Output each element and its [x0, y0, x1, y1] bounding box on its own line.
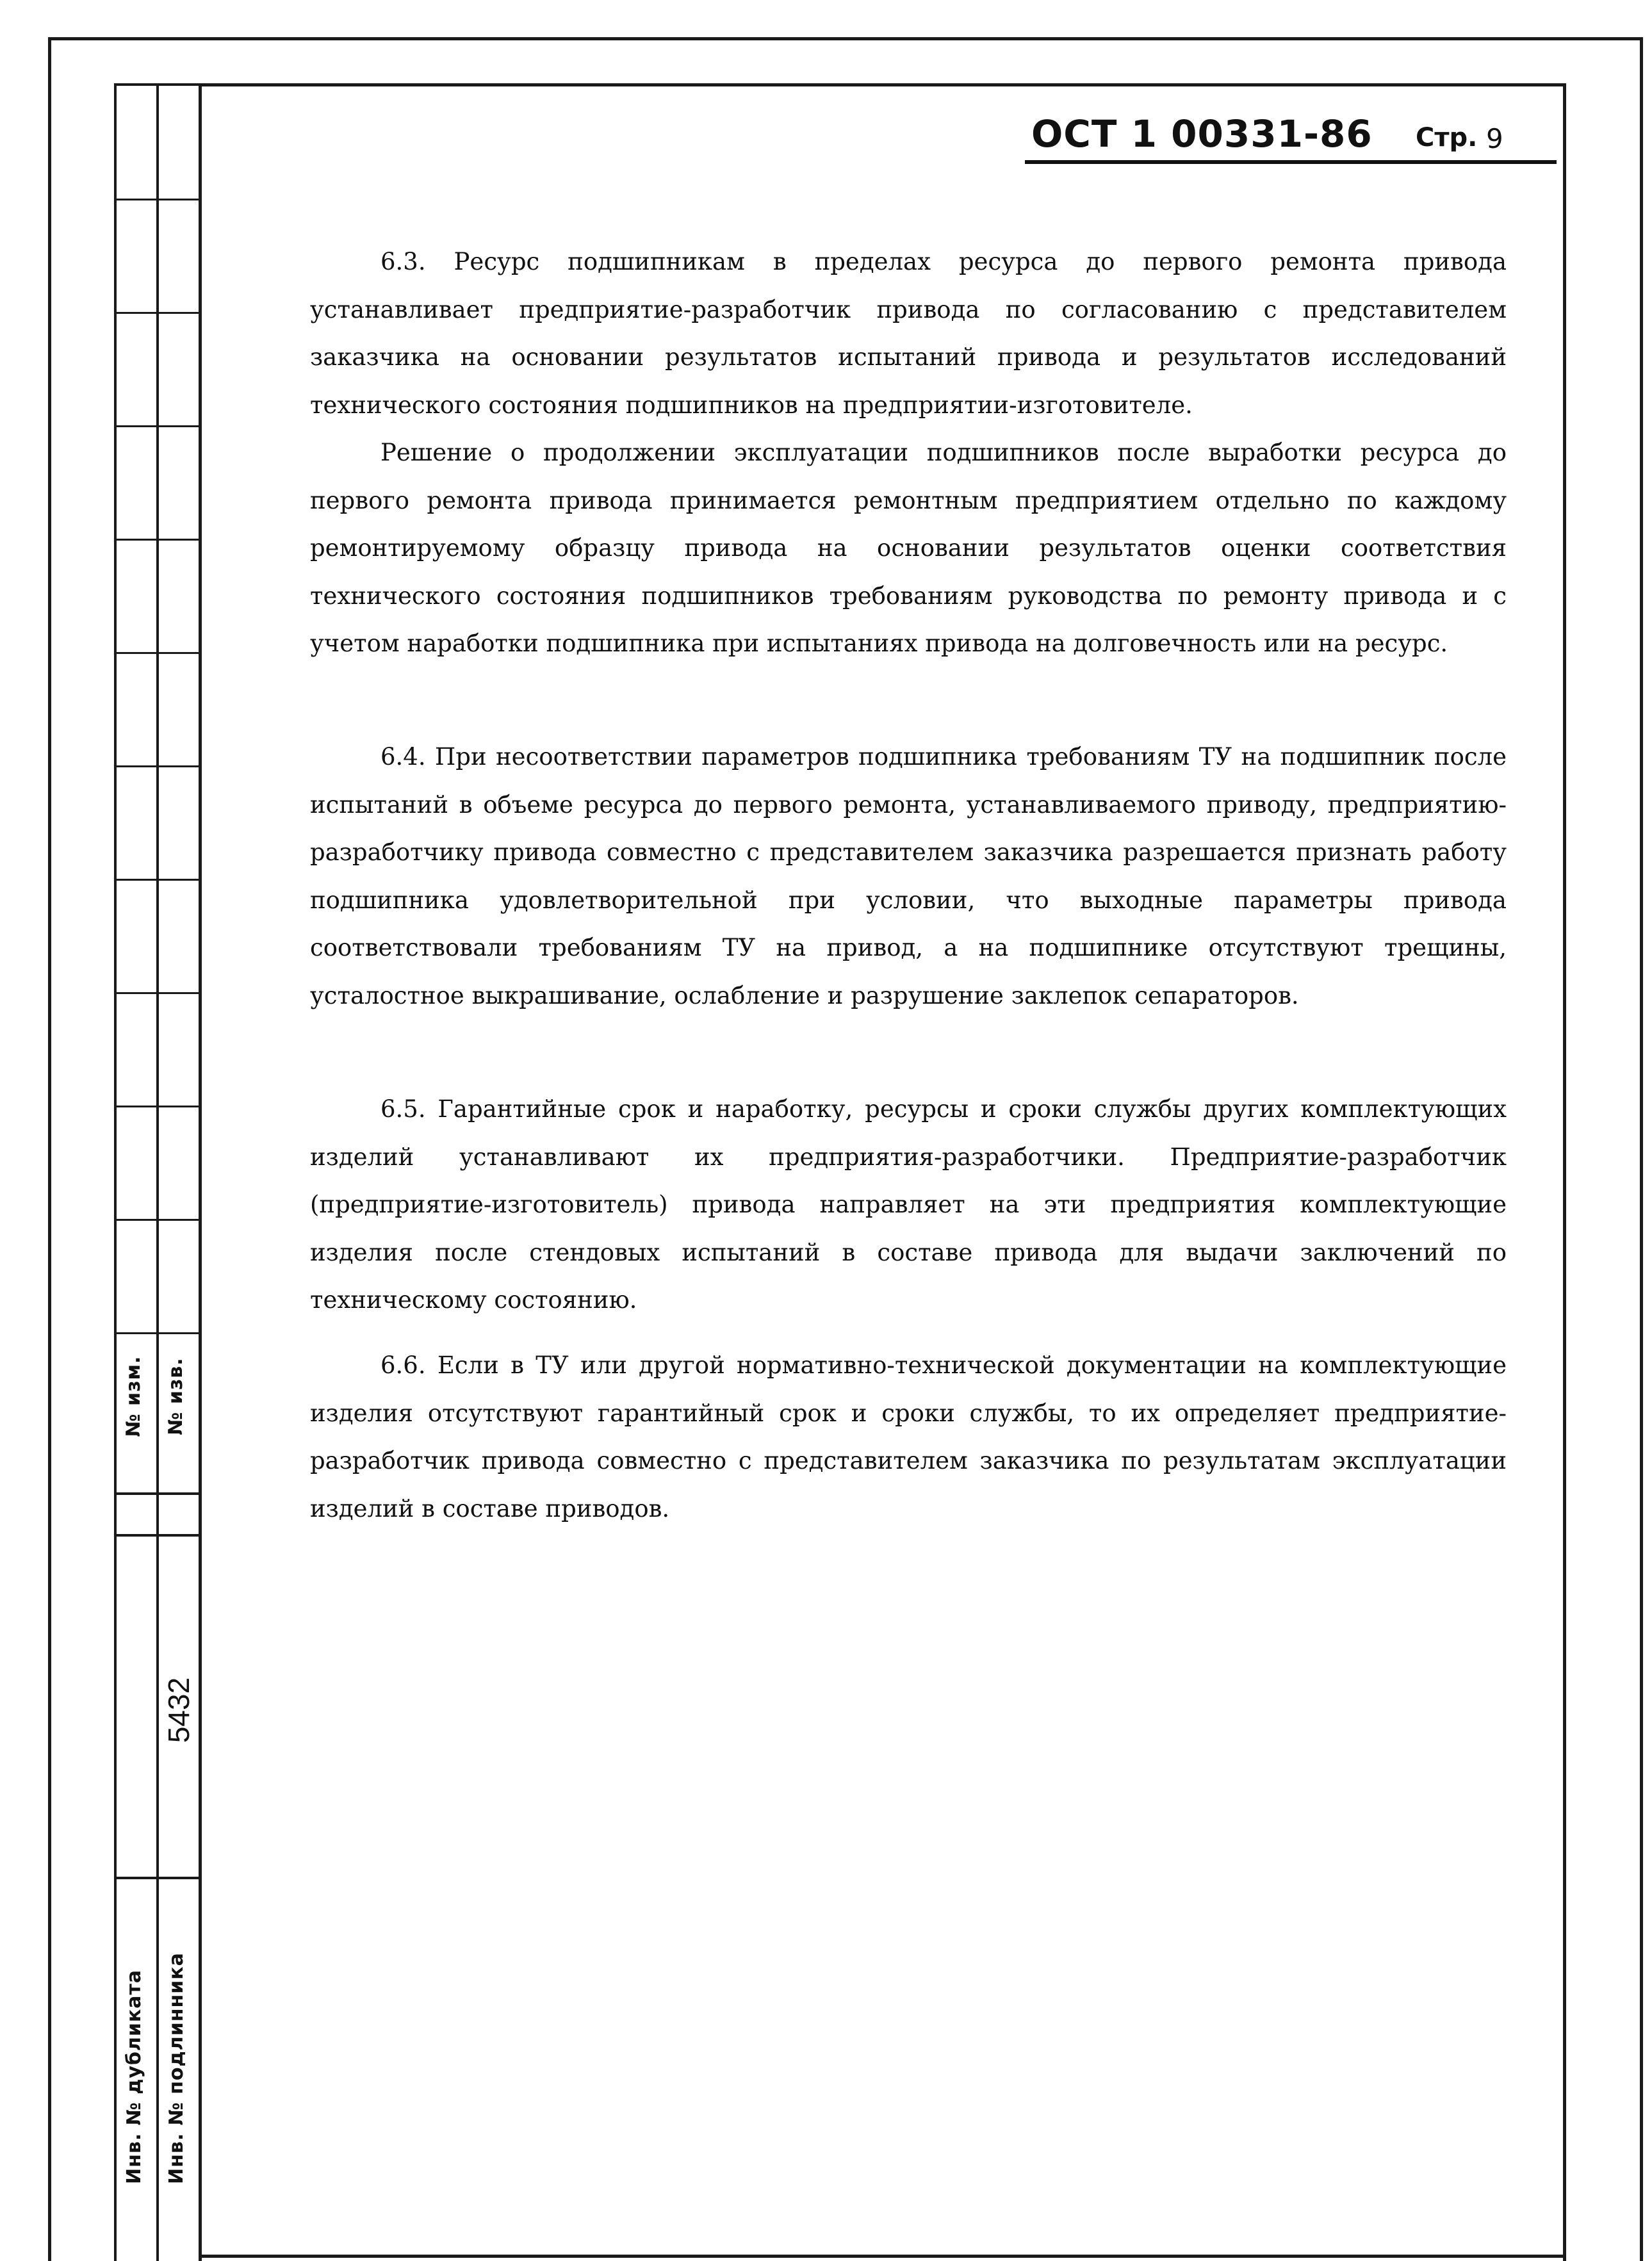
margin-grid-line: [114, 1219, 202, 1221]
margin-top-rule: [114, 83, 202, 86]
margin-grid-line: [114, 539, 202, 541]
outer-border-left: [48, 37, 51, 2261]
paragraph-6-3-continuation: Решение о продолжении эксплуатации подшипников после выработки ресурса до первого ремонта привода принимается ремонтным предприятием отдельно по каждому ремонтируемому образцу привода на основании результатов оценки соответствия технического состояния подшипников требованиям руководства по ремонту привода и с учетом наработки подшипника при испытаниях привода на долговечность или на ресурс.: [310, 439, 1507, 657]
duplicate-inv-label: Инв. № дубликата: [123, 1969, 145, 2184]
notice-number-label: № изв.: [165, 1357, 187, 1435]
inner-frame-left: [199, 83, 202, 2261]
margin-col-line-1: [114, 83, 117, 2261]
paragraph-6-3: [310, 238, 1507, 668]
outer-border-right: [1640, 37, 1643, 2261]
margin-grid-line: [114, 199, 202, 200]
paragraph-6-5: [310, 1086, 1507, 1325]
inner-frame-bottom: [199, 2255, 1566, 2258]
margin-grid-line: [114, 1492, 202, 1495]
change-number-label: № изм.: [122, 1355, 145, 1437]
paragraph-6-6: [310, 1342, 1507, 1533]
outer-border-top: [48, 37, 1643, 40]
margin-grid-line: [114, 992, 202, 994]
header-rule: [1025, 160, 1557, 164]
original-inv-label: Инв. № подлинника: [165, 1952, 188, 2184]
margin-grid-line: [114, 425, 202, 427]
margin-grid-line: [114, 879, 202, 881]
margin-grid-line: [114, 1332, 202, 1334]
page-number: 9: [1486, 123, 1503, 154]
paragraph-6-4-text: 6.4. При несоответствии параметров подшипника требованиям ТУ на подшипник после испытаний в объеме ресурса до первого ремонта, устанавливаемого приводу, предприятию-разработчику привода совместно с представителем заказчика разрешается признать работу подшипника удовлетворительной при условии, что выходные параметры привода соответствовали требованиям ТУ на привод, а на подшипнике отсутствуют трещины, усталостное выкрашивание, ослабление и разрушение заклепок сепараторов.: [310, 743, 1507, 1009]
margin-grid-line: [114, 1534, 202, 1537]
paragraph-6-5-text: 6.5. Гарантийные срок и наработку, ресурсы и сроки службы других комплектующих изделий устанавливают их предприятия-разработчики. Предприятие-разработчик (предприятие-изготовитель) привода направляет на эти предприятия комплектующие изделия после стендовых испытаний в составе привода для выдачи заключений по техническому состоянию.: [310, 1095, 1507, 1314]
margin-grid-line: [114, 312, 202, 314]
paragraph-6-3-text: 6.3. Ресурс подшипникам в пределах ресурса до первого ремонта привода устанавливает предприятие-разработчик привода по согласованию с представителем заказчика на основании результатов испытаний привода и результатов исследований технического состояния подшипников на предприятии-изготовителе.: [310, 248, 1507, 419]
inner-frame-top: [199, 83, 1566, 86]
page-label: Стр.: [1416, 123, 1478, 152]
original-inv-number: 5432: [162, 1677, 195, 1743]
paragraph-6-6-text: 6.6. Если в ТУ или другой нормативно-технической документации на комплектующие изделия отсутствуют гарантийный срок и сроки службы, то их определяет предприятие-разработчик привода совместно с представителем заказчика по результатам эксплуатации изделий в составе приводов.: [310, 1351, 1507, 1522]
inner-frame-right: [1563, 83, 1566, 2261]
paragraph-6-4: [310, 733, 1507, 1020]
margin-grid-line: [114, 765, 202, 767]
margin-grid-line: [114, 1877, 202, 1879]
margin-grid-line: [114, 1106, 202, 1107]
margin-grid-line: [114, 652, 202, 654]
document-code: ОСТ 1 00331-86: [1031, 112, 1373, 156]
margin-col-line-2: [156, 83, 159, 2261]
